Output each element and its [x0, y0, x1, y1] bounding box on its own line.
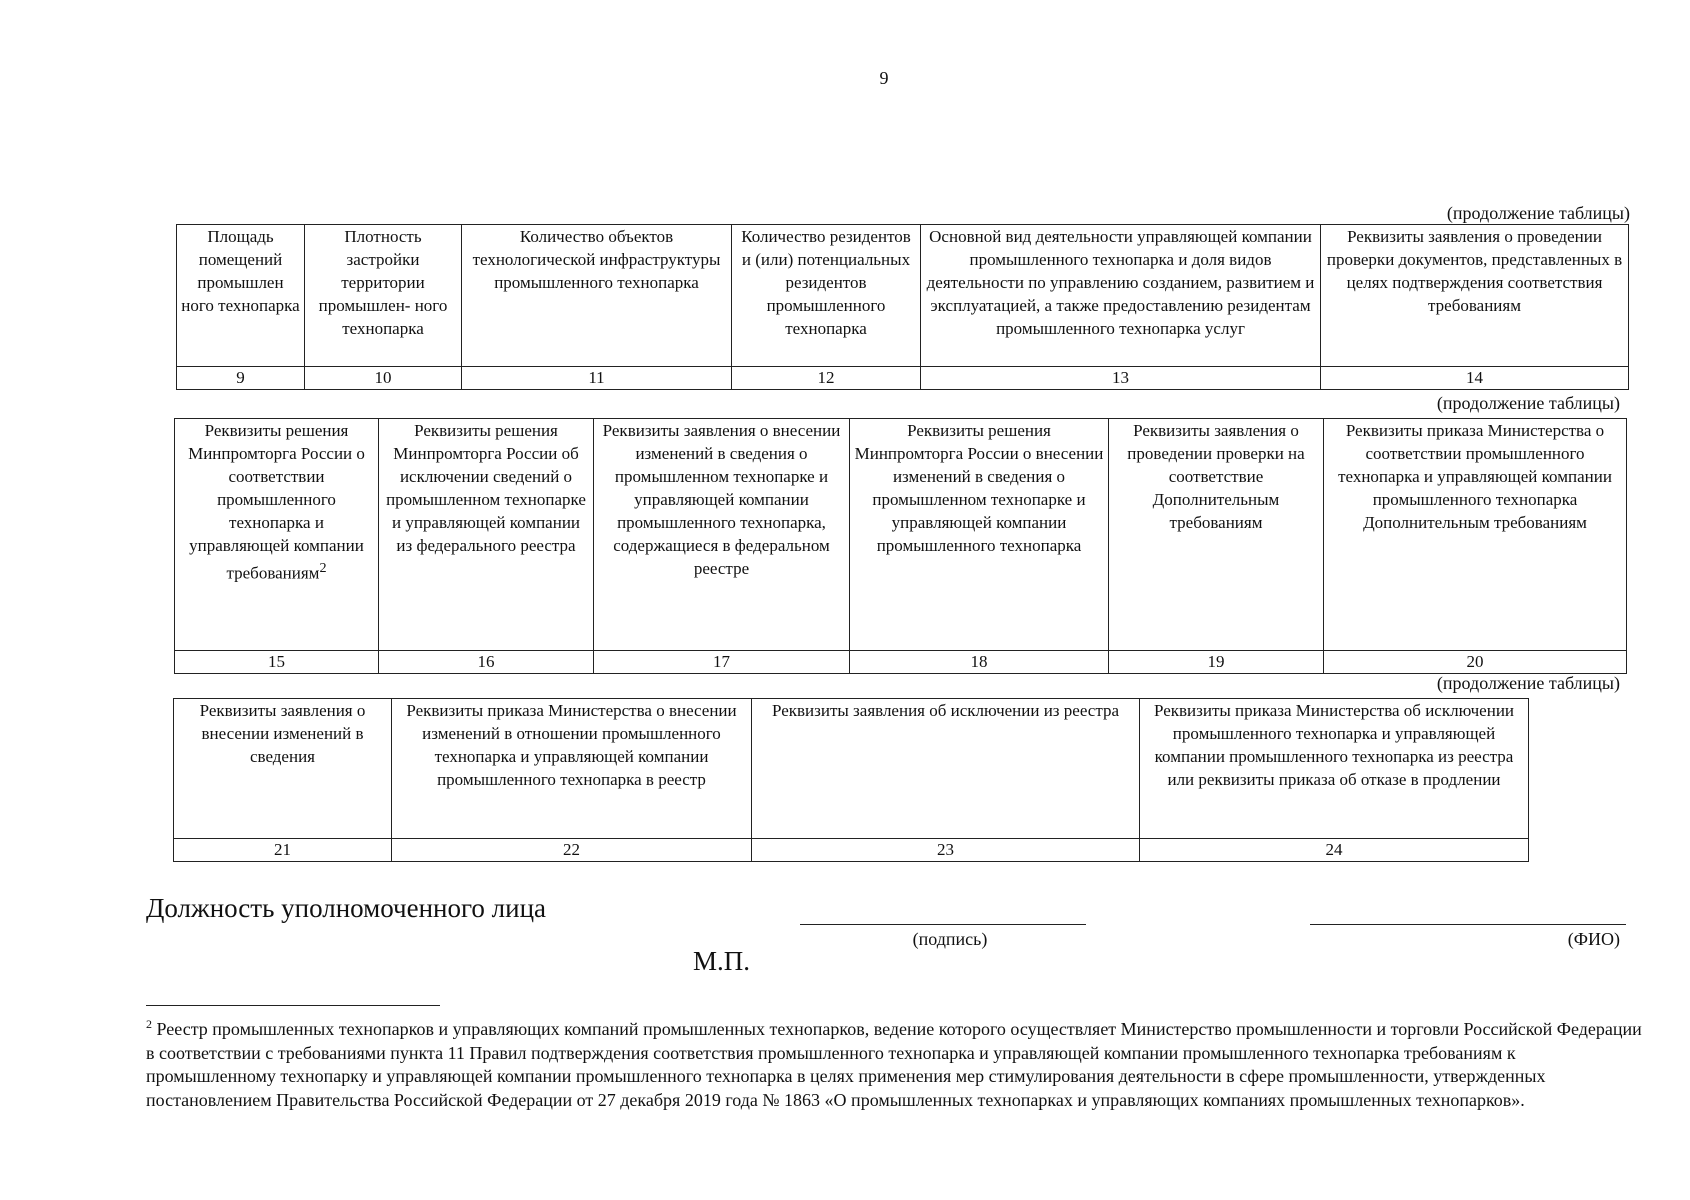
table-header-cell: Реквизиты решения Минпромторга России об исключении сведений о промышленном технопарке и управляющей компании из федерального реестра: [379, 419, 594, 651]
table-header-cell: [175, 419, 379, 651]
column-number: 21: [174, 839, 392, 862]
table-header-cell: Реквизиты заявления о проведении проверки документов, представленных в целях подтверждения соответствия требованиям: [1321, 225, 1629, 367]
table-header-cell: Реквизиты приказа Министерства о соответствии промышленного технопарка и управляющей компании промышленного технопарка Дополнительным требованиям: [1324, 419, 1627, 651]
footnote-separator: [146, 1005, 440, 1006]
column-number: 10: [305, 367, 462, 390]
table-header-cell: Реквизиты заявления о внесении изменений в сведения о промышленном технопарке и управляющей компании промышленного технопарка, содержащиеся в федеральном реестре: [594, 419, 850, 651]
column-number: 17: [594, 651, 850, 674]
footnote-text: Реестр промышленных технопарков и управляющих компаний промышленных технопарков, ведение которого осуществляет Министерство промышленности и торговли Российской Федерации в соответствии с требованиями пункта 11 Правил подтверждения соответствия промышленного технопарка и управляющей компании промышленного технопарка требованиям к промышленному технопарку и управляющей компании промышленного технопарка в целях применения мер стимулирования деятельности в сфере промышленности, утвержденных постановлением Правительства Российской Федерации от 27 декабря 2019 года № 1863 «О промышленных технопарках и управляющих компаниях промышленных технопарков».: [146, 1019, 1642, 1110]
column-number: 16: [379, 651, 594, 674]
continued-label-3: (продолжение таблицы): [1436, 673, 1620, 693]
table-columns-9-14: [176, 224, 1629, 390]
page-number: 9: [879, 68, 889, 88]
column-number: 12: [732, 367, 921, 390]
column-number: 18: [850, 651, 1109, 674]
table-header-cell: Реквизиты приказа Министерства об исключении промышленного технопарка и управляющей компании промышленного технопарка из реестра или реквизиты приказа об отказе в продлении: [1140, 699, 1529, 839]
column-number: 14: [1321, 367, 1629, 390]
table-header-cell: Плотность застройки территории промышлен- ного технопарка: [305, 225, 462, 367]
column-number: 15: [175, 651, 379, 674]
table-columns-15-20: [174, 418, 1627, 674]
table-header-cell: Количество объектов технологической инфраструктуры промышленного технопарка: [462, 225, 732, 367]
table-header-cell: Реквизиты заявления об исключении из реестра: [752, 699, 1140, 839]
table-header-cell: Площадь помещений промышлен ного технопарка: [177, 225, 305, 367]
table-header-cell: Основной вид деятельности управляющей компании промышленного технопарка и доля видов деятельности по управлению созданием, развитием и эксплуатацией, а также предоставлению резидентам промышленного технопарка услуг: [921, 225, 1321, 367]
continued-label-1: (продолжение таблицы): [1446, 203, 1630, 223]
authorized-person-position: Должность уполномоченного лица: [146, 893, 547, 923]
column-number: 24: [1140, 839, 1529, 862]
table-header-cell: Реквизиты заявления о проведении проверки на соответствие Дополнительным требованиям: [1109, 419, 1324, 651]
table-header-cell: Реквизиты приказа Министерства о внесении изменений в отношении промышленного технопарка и управляющей компании промышленного технопарка в реестр: [392, 699, 752, 839]
name-line: [1310, 924, 1626, 925]
footnote-reference: 2: [319, 560, 327, 576]
table-header-cell: Реквизиты решения Минпромторга России о внесении изменений в сведения о промышленном технопарке и управляющей компании промышленного технопарка: [850, 419, 1109, 651]
signature-caption: (подпись): [912, 929, 988, 949]
stamp-place: М.П.: [693, 946, 751, 976]
footnote: [146, 1018, 1646, 1112]
signature-line: [800, 924, 1086, 925]
table-columns-21-24: [173, 698, 1529, 862]
table-header-cell: Количество резидентов и (или) потенциальных резидентов промышленного технопарка: [732, 225, 921, 367]
column-number: 22: [392, 839, 752, 862]
column-number: 13: [921, 367, 1321, 390]
column-number: 11: [462, 367, 732, 390]
footnote-mark: 2: [146, 1017, 152, 1031]
column-number: 23: [752, 839, 1140, 862]
table-header-cell: Реквизиты заявления о внесении изменений в сведения: [174, 699, 392, 839]
column-number: 20: [1324, 651, 1627, 674]
column-number: 9: [177, 367, 305, 390]
table-header-text: Реквизиты решения Минпромторга России о соответствии промышленного технопарка и управляющей компании требованиям: [188, 421, 365, 583]
continued-label-2: (продолжение таблицы): [1436, 393, 1620, 413]
name-caption: (ФИО): [1567, 929, 1620, 949]
column-number: 19: [1109, 651, 1324, 674]
